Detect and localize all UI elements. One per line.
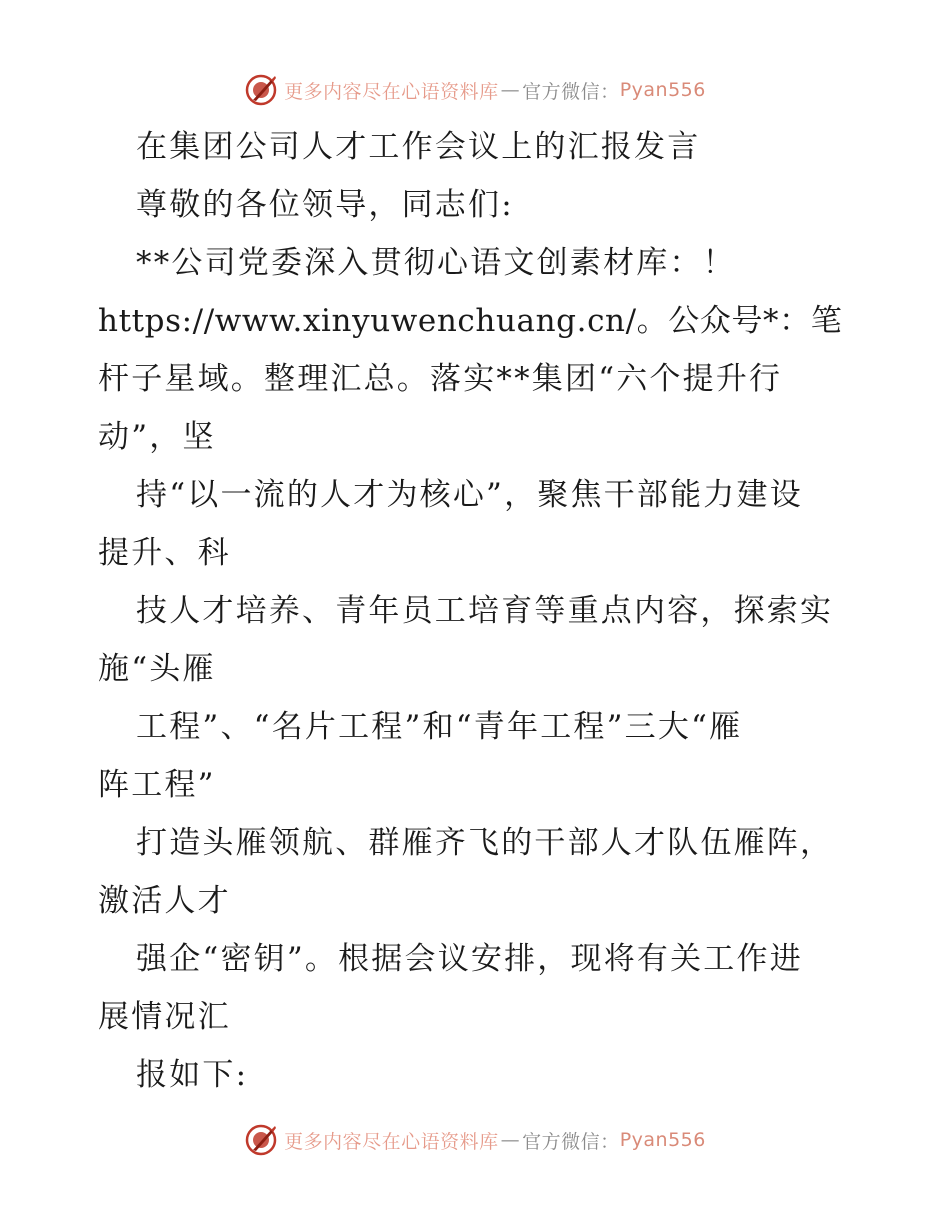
- paragraph-line: 持“以一流的人才为核心”，聚焦干部能力建设: [136, 477, 803, 513]
- paragraph-line: 展情况汇: [98, 999, 231, 1035]
- document-title: 在集团公司人才工作会议上的汇报发言: [136, 129, 701, 165]
- paragraph-line: 施“头雁: [98, 651, 216, 687]
- paragraph-line: 激活人才: [98, 883, 231, 919]
- paragraph-line: 动”，坚: [98, 419, 216, 455]
- paragraph-line: 工程”、“名片工程”和“青年工程”三大“雁: [136, 709, 743, 745]
- quill-pen-seal-icon: [244, 73, 278, 107]
- paragraph-line-url: https://www.xinyuwenchuang.cn/。公众号*：笔: [98, 303, 843, 339]
- header-banner: [0, 70, 950, 110]
- document-body: [98, 118, 858, 1104]
- paragraph-line: 阵工程”: [98, 767, 216, 803]
- banner-wechat-label: 官方微信：: [522, 1130, 620, 1153]
- paragraph-line: **公司党委深入贯彻心语文创素材库：！: [136, 245, 736, 281]
- salutation: 尊敬的各位领导，同志们:: [136, 187, 514, 223]
- paragraph-line: 强企“密钥”。根据会议安排，现将有关工作进: [136, 941, 803, 977]
- paragraph-line: 杆子星域。整理汇总。落实**集团“六个提升行: [98, 361, 783, 397]
- paragraph-line: 打造头雁领航、群雁齐飞的干部人才队伍雁阵，: [136, 825, 834, 861]
- banner-main-text: 更多内容尽在心语资料库: [284, 80, 499, 103]
- footer-banner: [0, 1120, 950, 1160]
- banner-main-text: 更多内容尽在心语资料库: [284, 1130, 499, 1153]
- paragraph-line: 提升、科: [98, 535, 231, 571]
- banner-wechat-id: Pyan556: [619, 1129, 706, 1151]
- banner-separator: —: [500, 1129, 521, 1151]
- banner-wechat-id: Pyan556: [619, 79, 706, 101]
- banner-wechat-label: 官方微信：: [522, 80, 620, 103]
- quill-pen-seal-icon: [244, 1123, 278, 1157]
- paragraph-line: 技人才培养、青年员工培育等重点内容，探索实: [136, 593, 834, 629]
- banner-separator: —: [500, 79, 521, 101]
- paragraph-line: 报如下:: [136, 1057, 249, 1093]
